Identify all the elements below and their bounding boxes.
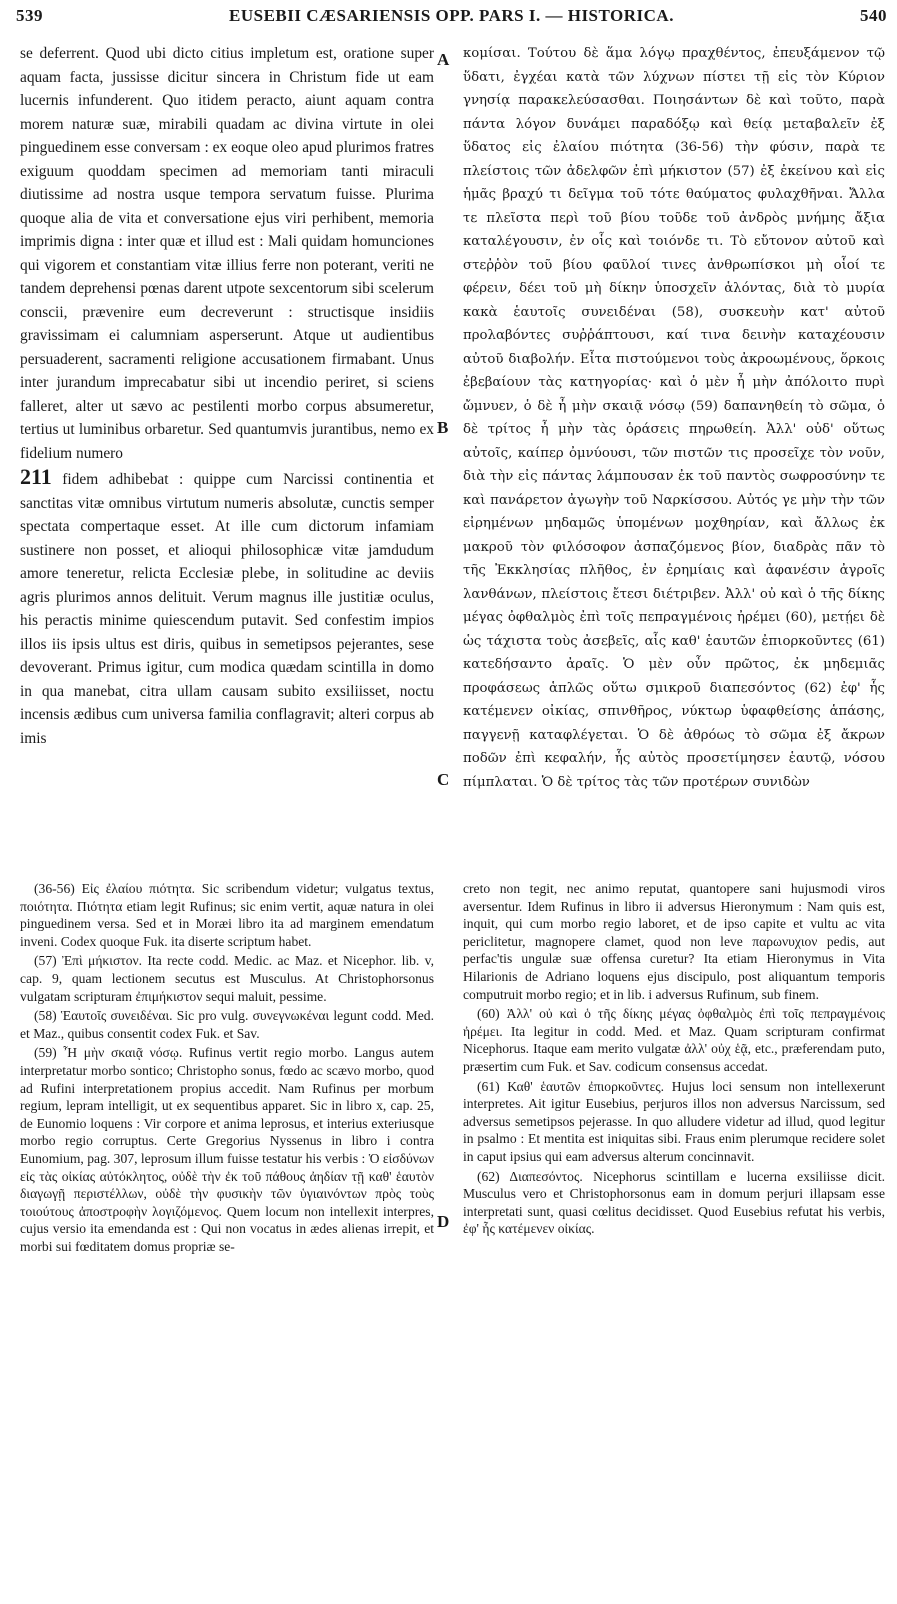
footnote-59: (59) Ἦ μὴν σκαιᾷ νόσῳ. Rufinus vertit regio morbo. Langus autem interpretatur morbo sontico; Christopho sonus, fœdo ac scævo morbo, quod ad Rufini interpretationem propius accedit. Nam Rufinus per morbum regium, lepram intelligit, ut ex sequentibus apparet. Sic in libro x, cap. 25, de Eunomio loquens : Vir corpore et anima leprosus, et interius exteriusque morbo regio corruptus. Certe Gregorius Nyssenus in libro i contra Eunomium, pag. 307, leprosum illum fuisse testatur his verbis : Ὁ εἰσδύνων εἰς τὰς οἰκίας αὐτόκλητος, οὐδὲ τὴν ἐκ τοῦ πάθους ἀηδίαν τῇ καθ' ἑαυτὸν διαγωγῇ περιστέλλων, οὐδὲ τὴν φυσικὴν τῶν ὑγιαινόντων πρὸς τοὺς τοιούτους ἀποστροφὴν λογιζόμενος. Quem locum non intellexit interpres, cujus versio ita emendanda est : Qui non vocatus in ædes alienas irrepit, et morbi sui fœditatem domus propriæ se- bbox=[20, 1045, 434, 1254]
margin-letter-d: D bbox=[437, 1212, 450, 1231]
footnotes-right-column bbox=[463, 880, 885, 1598]
footnote-36-56: (36-56) Εἰς ἐλαίου πιότητα. Sic scribendum videtur; vulgatus textus, ποιότητα. Πιότητα etiam legit Rufinus; sic enim vertit, aquæ natura in olei pinguedinem versa. Sed et in Moræi libro ita ad marginem emendatum inveni. Codex quoque Fuk. ita diserte scriptum habet. bbox=[20, 881, 434, 949]
footnote-60: (60) Ἀλλ' οὐ καὶ ὁ τῆς δίκης μέγας ὀφθαλμὸς ἐπὶ τοῖς πεπραγμένοις ἠρέμει. Ita legitur in codd. Med. et Maz. Quam scripturam confirmat Nicephorus. Itaque eam merito vulgatæ ἀλλ' οὐχ ἑᾷ, etc., præferendam puto, præsertim cum Fuk. et Sav. codicum consensus accedat. bbox=[463, 1006, 885, 1074]
running-title: EUSEBII CÆSARIENSIS OPP. PARS I. — HISTORICA. bbox=[229, 6, 674, 25]
footnote-57: (57) Ἐπὶ μήκιστον. Ita recte codd. Medic. ac Maz. et Nicephor. lib. v, cap. 9, quam lectionem secutus est Musculus. At Christophorsonus vulgatam scripturam ἐπιμήκιστον sequi maluit, pessime. bbox=[20, 953, 434, 1004]
page-number-right: 540 bbox=[860, 6, 887, 25]
margin-letter-b: B bbox=[437, 418, 449, 437]
footnote-61: (61) Καθ' ἑαυτῶν ἐπιορκοῦντες. Hujus loci sensum non intellexerunt interpretes. Ait igitur Eusebius, perjuros illos non adversus Narcissum, sed adversus semetipsos pejerasse. In quo alludere videtur ad illud, quod legitur in psalmo : Et mentita est iniquitas sibi. Fraus enim plerumque recidere solet in caput ipsius qui eam adversus alterum concinnavit. bbox=[463, 1078, 885, 1164]
footnotes-left-column bbox=[20, 880, 434, 1598]
running-header bbox=[16, 6, 887, 32]
footnote-58: (58) Ἑαυτοῖς συνειδέναι. Sic pro vulg. συνεγνωκέναι legunt codd. Med. et Maz., quibus consentit codex Fuk. et Sav. bbox=[20, 1008, 434, 1041]
column-marker: 211 bbox=[20, 464, 52, 489]
margin-letter-a: A bbox=[437, 50, 450, 69]
footnote-62: (62) Διαπεσόντος. Nicephorus scintillam e lucerna exsiliisse dicit. Musculus vero et Christophorsonus eam in domum perjuri illapsam esse interpretati sunt, quasi cœlitus decidisset. Quod Eusebius refutat his verbis, ἐφ' ἧς κατέμενεν οἰκίας. bbox=[463, 1168, 885, 1237]
latin-paragraph-2 bbox=[20, 465, 434, 750]
page-number-left: 539 bbox=[16, 6, 43, 25]
latin-paragraph-1: se deferrent. Quod ubi dicto citius impletum est, oratione super aquam facta, jussisse dicitur sincera in Christum fide ut eam lucernis infunderent. Quo itidem peracto, aiunt aquam contra morem naturæ suæ, mirabili quadam ac divina virtute in olei pinguedinem esse conversam : ex eoque oleo apud plurimos fratres exiguum quoddam specimen ad memoriam tanti miraculi diutissime ad nostra usque tempora servatum fuisse. Plurima quoque alia de vita et conversatione ejus viri perhibent, memoria imprimis digna : inter quæ et illud est : Mali quidam homunciones qui vigorem et constantiam vitæ illius ferre non poterant, veriti ne tandem deprehensi pœnas darent utpote sexcentorum sibi scelerum conscii, prævenire eum decreverunt : structisque insidiis gravissimam ei calumniam asperserunt. Atque ut audientibus persuaderent, sacramenti religione accusationem firmabant. Unus inter jurandum imprecabatur sibi ut incendio periret, si sciens falleret, alter ut sævo ac pestilenti morbo corpus absumeretur, tertius ut luminibus orbaretur. Sed quantumvis jurantibus, nemo ex fidelium numero bbox=[20, 45, 434, 462]
latin-text-column bbox=[20, 42, 434, 872]
margin-letter-c: C bbox=[437, 770, 450, 789]
footnote-59-continued: creto non tegit, nec animo reputat, quantopere sani hujusmodi viros aversentur. Idem Rufinus in libro ii adversus Hieronymum : Nam quis est, inquit, qui cum morbo regio laboret, et de ipso capite et vultu ac vita periclitetur, magnopere clamet, quod non leve παρωνυχιον pedis, aut perfac'tis ungulæ suæ offensa curetur? Ita etiam Hieronymus in Vita Hilarionis de Adriano loquens ejus discipulo, post aliquantum temporis computruit morbo regio; et in lib. i adversus Rufinum, sub finem. bbox=[463, 881, 885, 1002]
greek-paragraph: κομίσαι. Τούτου δὲ ἅμα λόγῳ πραχθέντος, ἐπευξάμενον τῷ ὕδατι, ἐγχέαι κατὰ τῶν λύχνων πίστει τῇ εἰς τὸν Κύριον γνησίᾳ παρακελεύσασθαι. Ποιησάντων δὲ καὶ τοῦτο, παρὰ πάντα λόγον δυνάμει παραδόξῳ καὶ θείᾳ μεταβαλεῖν ἐξ ὕδατος εἰς ἐλαίου πιότητα (36-56) τὴν φύσιν, παρὰ τε πλείστοις τῶν ἀδελφῶν ἐπὶ μήκιστον (57) ἐξ ἐκείνου καὶ εἰς ἡμᾶς βραχύ τι δεῖγμα τοῦ τότε θαύματος φυλαχθῆναι. Ἄλλα τε πλεῖστα περὶ τοῦ βίου τοῦδε τοῦ ἀνδρὸς μνήμης ἄξια καταλέγουσιν, ἐν οἷς καὶ τοιόνδε τι. Τὸ εὔτονον αὐτοῦ καὶ στεῤῥὸν τοῦ βίου φαῦλοί τινες ἀνθρωπίσκοι μὴ οἷοί τε φέρειν, δέει τοῦ μὴ δίκην ὑποσχεῖν ἁλόντας, διὰ τὸ μυρία κακὰ ἑαυτοῖς συνειδέναι (58), συσκευὴν κατ' αὐτοῦ προλαβόντες συῤῥάπτουσι, καί τινα δεινὴν καταχέουσιν αὐτοῦ διαβολήν. Εἶτα πιστούμενοι τοὺς ἀκροωμένους, ὅρκοις ἐβεβαίουν τὰς κατηγορίας· καὶ ὁ μὲν ἦ μὴν ἀπόλοιτο πυρὶ ὤμνυεν, ὁ δὲ ἦ μὴν σκαιᾷ νόσῳ (59) δαπανηθείη τὸ σῶμα, ὁ δὲ τρίτος ἦ μὴν τὰς ὁράσεις πηρωθείη. Ἀλλ' οὐδ' οὕτως αὐτοῖς, καίπερ ὀμνύουσι, τῶν πιστῶν τις προσεῖχε τὸν νοῦν, διὰ τὴν εἰς πάντας λάμπουσαν ἐκ τοῦ παντὸς σωφροσύνην τε καὶ πανάρετον ἀγωγὴν τοῦ Ναρκίσσου. Αὐτός γε μὴν τὴν τῶν εἰρημένων μηδαμῶς ὑπομένων μοχθηρίαν, καὶ ἄλλως ἐκ μακροῦ τὸν φιλόσοφον ἀσπαζόμενος βίον, διαδρὰς πᾶν τὸ τῆς Ἐκκλησίας πλῆθος, ἐν ἐρημίαις καὶ ἀφανέσιν ἀγροῖς λανθάνων, πλείστοις ἔτεσι διέτριβεν. Ἀλλ' οὐ καὶ ὁ τῆς δίκης μέγας ὀφθαλμὸς ἐπὶ τοῖς πεπραγμένοις ἠρέμει (60), μετῄει δὲ ὡς τάχιστα τοὺς ἀσεβεῖς, αἷς καθ' ἑαυτῶν ἐπιορκοῦντες (61) κατεδήσαντο ἀραῖς. Ὁ μὲν οὖν πρῶτος, ἐκ μηδεμιᾶς προφάσεως ἁπλῶς οὕτω σμικροῦ διαπεσόντος (62) ἐφ' ἧς κατέμενεν οἰκίας, σπινθῆρος, νύκτωρ ὑφαφθείσης ἁπάσης, παγγενῇ καταφλέγεται. Ὁ δὲ ἀθρόως τὸ σῶμα ἐξ ἄκρων ποδῶν ἐπὶ κεφαλήν, ἧς αὐτὸς προσετίμησεν ἑαυτῷ, νόσου πίμπλαται. Ὁ δὲ τρίτος τὰς τῶν προτέρων συνιδὼν bbox=[463, 46, 885, 790]
greek-text-column bbox=[463, 42, 885, 872]
latin-paragraph-2-text: fidem adhibebat : quippe cum Narcissi continentia et sanctitas vitæ omnibus virtutum numeris absolutæ, cunctis semper spectata compertaque esset. At ille cum dictorum infamiam sustinere non posset, et alioqui philosophicæ vitæ jamdudum amore teneretur, relicta Ecclesiæ plebe, in solitudine ac deviis agris plurimos annos delituit. Verum magnus ille justitiæ oculus, his peractis minime quiescendum putavit. Sed confestim impios illos iis ipsis ultus est diris, quibus in semetipsos pejerantes, sese devoverant. Primus igitur, cum modica quædam scintilla in domo in qua manebat, citra ullam causam subito exsiliisset, noctu incensis ædibus cum universa familia conflagravit; alteri corpus ab imis bbox=[20, 471, 434, 747]
